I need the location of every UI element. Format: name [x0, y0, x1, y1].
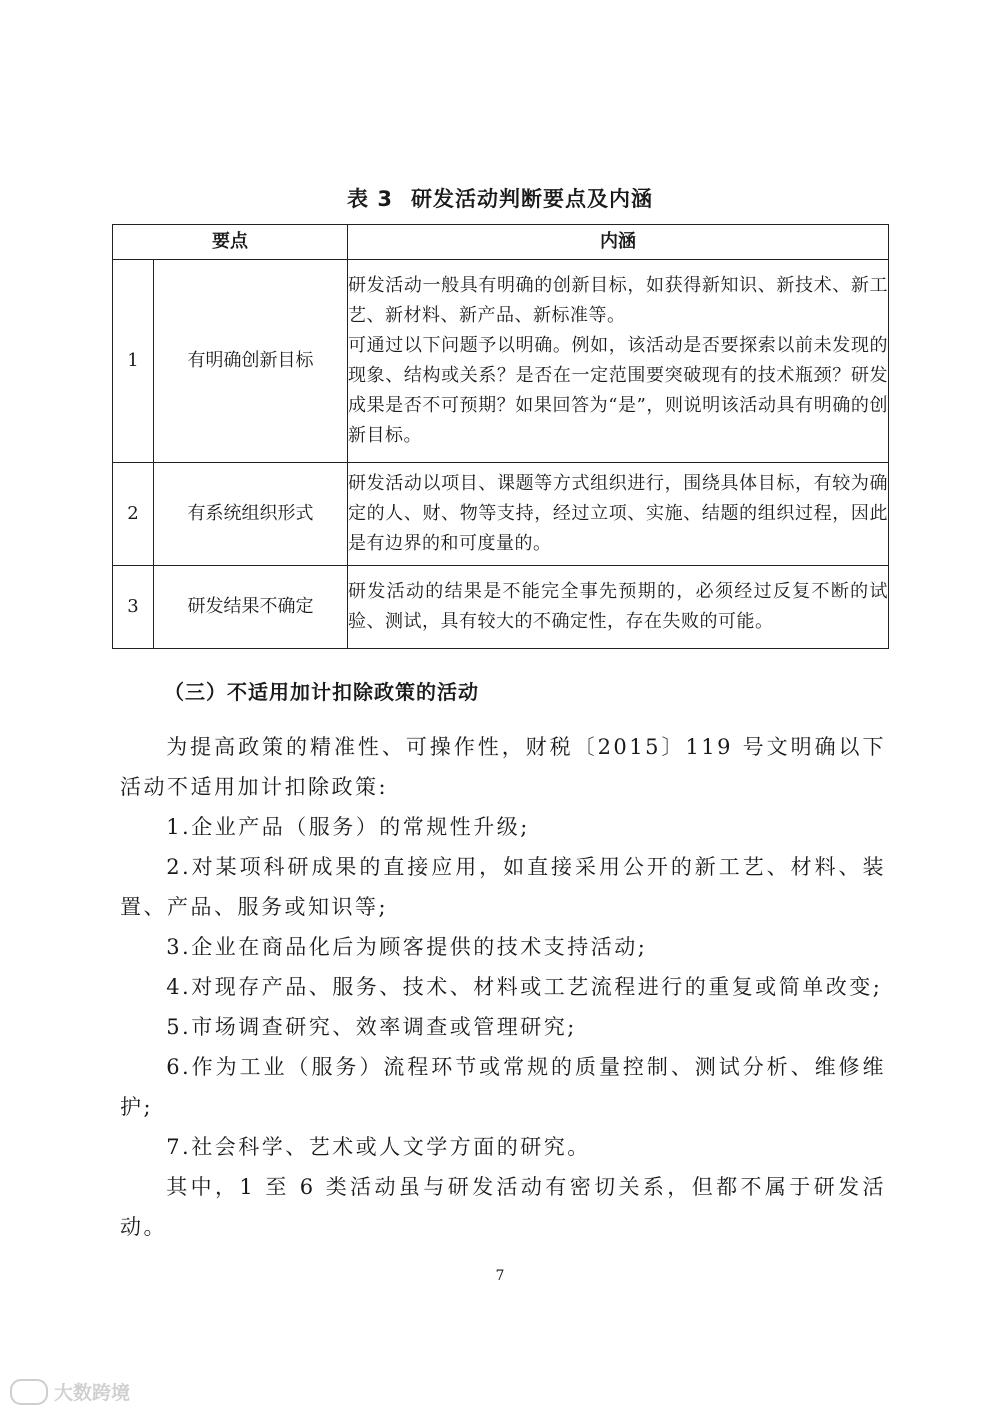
row-content	[348, 566, 889, 649]
row-content-paragraph: 可通过以下问题予以明确。例如，该活动是否要探索以前未发现的现象、结构或关系？是否在一定范围要突破现有的技术瓶颈？研发成果是否不可预期？如果回答为“是”，则说明该活动具有明确的创新目标。	[348, 335, 888, 446]
row-content-paragraph: 研发活动的结果是不能完全事先预期的，必须经过反复不断的试验、测试，具有较大的不确定性，存在失败的可能。	[348, 581, 888, 632]
table-caption-title: 研发活动判断要点及内涵	[410, 187, 653, 211]
paragraph: 其中，1 至 6 类活动虽与研发活动有密切关系，但都不属于研发活动。	[120, 1175, 886, 1239]
list-item: 7.社会科学、艺术或人文学方面的研究。	[166, 1135, 591, 1159]
row-number: 3	[113, 566, 154, 649]
row-content	[348, 260, 889, 463]
table-row	[113, 566, 889, 649]
row-number: 1	[113, 260, 154, 463]
row-content	[348, 463, 889, 566]
paragraph: 为提高政策的精准性、可操作性，财税〔2015〕119 号文明确以下活动不适用加计扣除政策:	[120, 735, 886, 799]
list-item: 2.对某项科研成果的直接应用，如直接采用公开的新工艺、材料、装置、产品、服务或知识等;	[120, 855, 886, 919]
header-content: 内涵	[348, 225, 889, 260]
header-point: 要点	[113, 225, 348, 260]
table-row	[113, 260, 889, 463]
criteria-table	[112, 224, 889, 649]
body-text	[120, 727, 886, 1247]
section-heading: （三）不适用加计扣除政策的活动	[164, 680, 479, 704]
table-header-row	[113, 225, 889, 260]
table-caption-label: 表 3	[347, 187, 393, 211]
watermark-text: 大数跨境	[54, 1382, 131, 1404]
watermark	[10, 1378, 130, 1405]
page-number: 7	[495, 1268, 505, 1284]
row-point: 研发结果不确定	[154, 566, 348, 649]
list-item: 1.企业产品（服务）的常规性升级;	[166, 815, 530, 839]
chat-bubble-icon	[10, 1379, 48, 1405]
row-content-paragraph: 研发活动以项目、课题等方式组织进行，围绕具体目标，有较为确定的人、财、物等支持，经过立项、实施、结题的组织过程，因此是有边界的和可度量的。	[348, 473, 888, 554]
list-item: 3.企业在商品化后为顾客提供的技术支持活动;	[166, 935, 648, 959]
list-item: 4.对现存产品、服务、技术、材料或工艺流程进行的重复或简单改变;	[166, 975, 883, 999]
table-caption	[0, 183, 1000, 213]
list-item: 5.市场调查研究、效率调查或管理研究;	[166, 1015, 577, 1039]
row-point: 有系统组织形式	[154, 463, 348, 566]
row-number: 2	[113, 463, 154, 566]
row-content-paragraph: 研发活动一般具有明确的创新目标，如获得新知识、新技术、新工艺、新材料、新产品、新标准等。	[348, 275, 888, 326]
row-point: 有明确创新目标	[154, 260, 348, 463]
table-row	[113, 463, 889, 566]
list-item: 6.作为工业（服务）流程环节或常规的质量控制、测试分析、维修维护;	[120, 1055, 886, 1119]
